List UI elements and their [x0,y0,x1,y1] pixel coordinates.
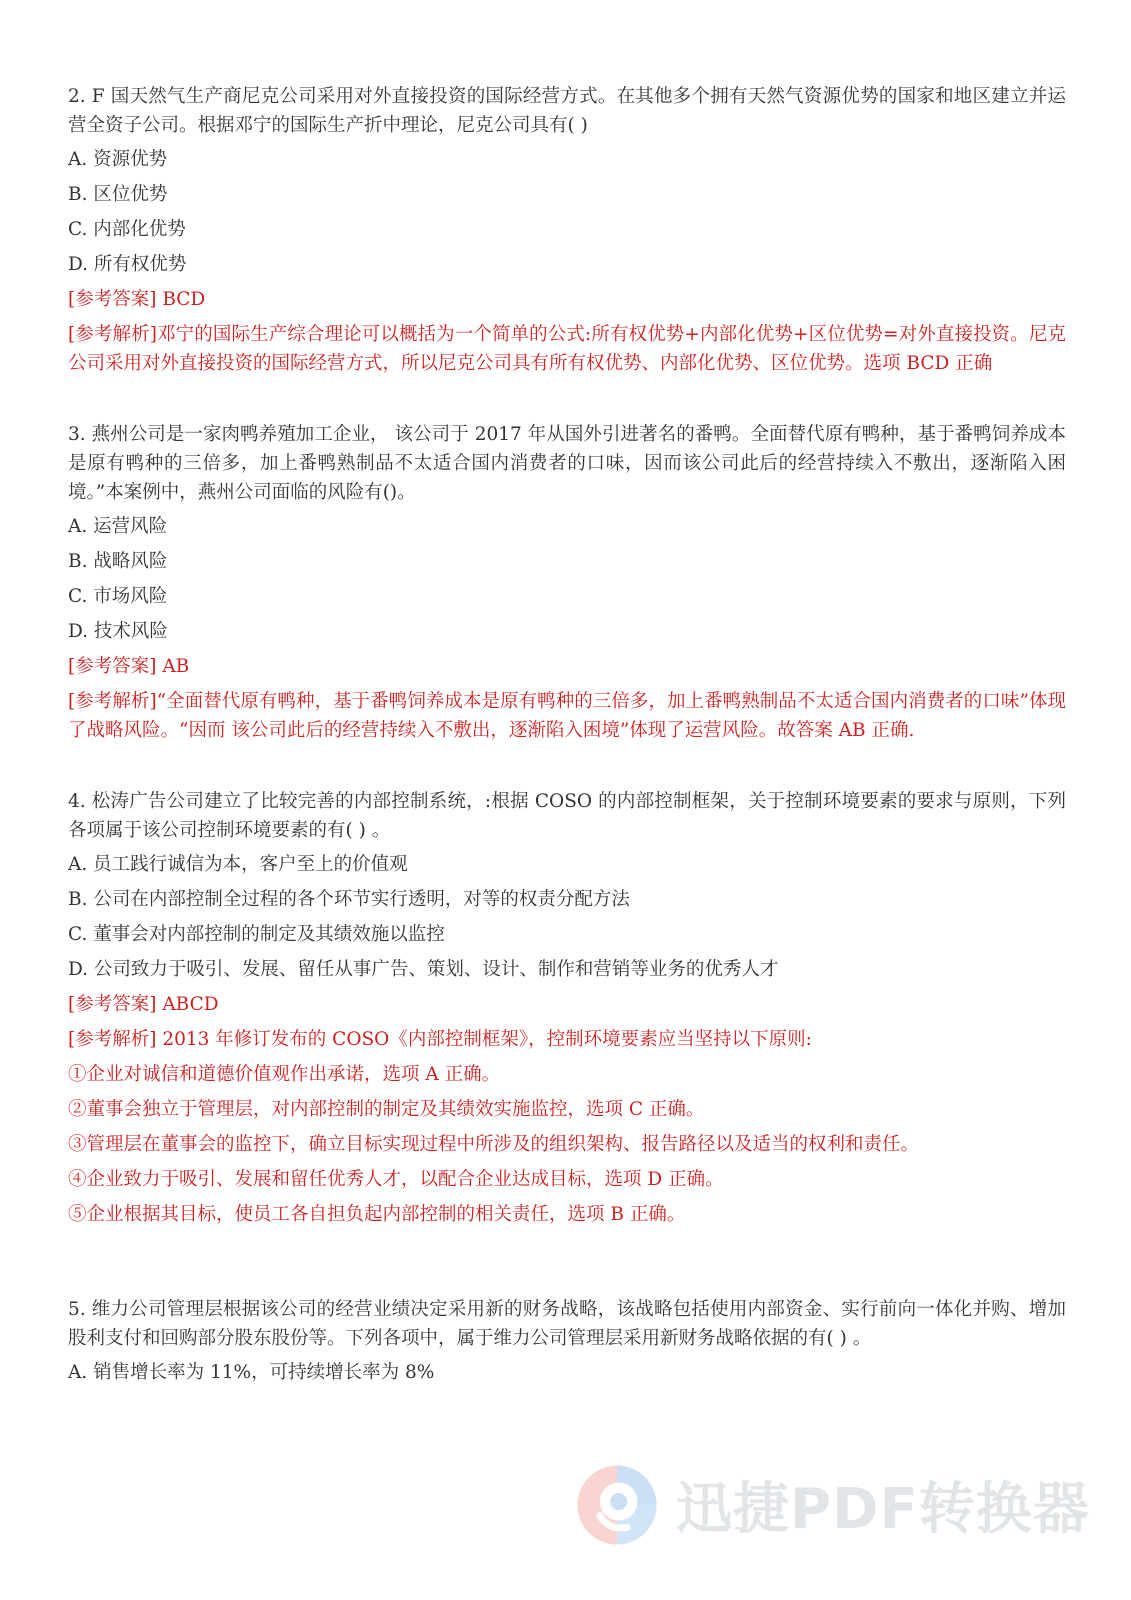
reference-explanation: [参考解析]“全面替代原有鸭种，基于番鸭饲养成本是原有鸭种的三倍多，加上番鸭熟制品不太适合国内消费者的口味”体现了战略风险。“因而 该公司此后的经营持续入不敷出，逐渐陷入困境”体现了运营风险。故答案 AB 正确. [68,691,1066,741]
question-stem: 5. 维力公司管理层根据该公司的经营业绩决定采用新的财务战略，该战略包括使用内部资金、实行前向一体化并购、增加股利支付和回购部分股东股份等。下列各项中，属于维力公司管理层采用新财务战略依据的有( ) 。 [68,1299,1066,1349]
watermark [574,1455,1090,1555]
option-d: D. 公司致力于吸引、发展、留任从事广告、策划、设计、制作和营销等业务的优秀人才 [68,959,779,980]
xunjie-pdf-logo-icon [574,1462,660,1548]
option-a: A. 运营风险 [68,516,168,537]
explanation-point-5: ⑤企业根据其目标，使员工各自担负起内部控制的相关责任，选项 B 正确。 [68,1204,686,1225]
reference-answer: [参考答案] ABCD [68,994,219,1015]
question-4 [68,787,1066,1229]
reference-explanation: [参考解析] 2013 年修订发布的 COSO《内部控制框架》，控制环境要素应当坚持以下原则: [68,1029,812,1050]
question-stem: 2. F 国天然气生产商尼克公司采用对外直接投资的国际经营方式。在其他多个拥有天然气资源优势的国家和地区建立并运营全资子公司。根据邓宁的国际生产折中理论，尼克公司具有( ) [68,86,1066,136]
option-b: B. 区位优势 [68,184,168,205]
question-2 [68,82,1066,378]
option-c: C. 董事会对内部控制的制定及其绩效施以监控 [68,924,445,945]
question-5 [68,1295,1066,1387]
option-b: B. 战略风险 [68,551,168,572]
document-page [68,82,1066,1393]
reference-explanation: [参考解析]邓宁的国际生产综合理论可以概括为一个简单的公式:所有权优势+内部化优势+区位优势=对外直接投资。尼克公司采用对外直接投资的国际经营方式，所以尼克公司具有所有权优势、内部化优势、区位优势。选项 BCD 正确 [68,324,1066,374]
option-a: A. 员工践行诚信为本，客户至上的价值观 [68,854,408,875]
option-d: D. 技术风险 [68,621,168,642]
option-d: D. 所有权优势 [68,254,187,275]
explanation-point-3: ③管理层在董事会的监控下，确立目标实现过程中所涉及的组织架构、报告路径以及适当的权利和责任。 [68,1134,920,1155]
option-c: C. 内部化优势 [68,219,186,240]
option-a: A. 销售增长率为 11%，可持续增长率为 8% [68,1362,435,1383]
explanation-point-2: ②董事会独立于管理层，对内部控制的制定及其绩效实施监控，选项 C 正确。 [68,1099,705,1120]
watermark-text: 迅捷PDF转换器 [676,1477,1090,1542]
question-3 [68,420,1066,745]
question-stem: 4. 松涛广告公司建立了比较完善的内部控制系统，:根据 COSO 的内部控制框架，关于控制环境要素的要求与原则，下列各项属于该公司控制环境要素的有( ) 。 [68,791,1066,841]
option-c: C. 市场风险 [68,586,168,607]
reference-answer: [参考答案] BCD [68,289,206,310]
option-a: A. 资源优势 [68,149,168,170]
reference-answer: [参考答案] AB [68,656,190,677]
explanation-point-4: ④企业致力于吸引、发展和留任优秀人才，以配合企业达成目标，选项 D 正确。 [68,1169,724,1190]
question-stem: 3. 燕州公司是一家肉鸭养殖加工企业， 该公司于 2017 年从国外引进著名的番鸭。全面替代原有鸭种，基于番鸭饲养成本是原有鸭种的三倍多，加上番鸭熟制品不太适合国内消费者的口味，因而该公司此后的经营持续入不敷出，逐渐陷入困境。”本案例中，燕州公司面临的风险有()。 [68,424,1066,503]
option-b: B. 公司在内部控制全过程的各个环节实行透明，对等的权责分配方法 [68,889,630,910]
explanation-point-1: ①企业对诚信和道德价值观作出承诺，选项 A 正确。 [68,1064,501,1085]
